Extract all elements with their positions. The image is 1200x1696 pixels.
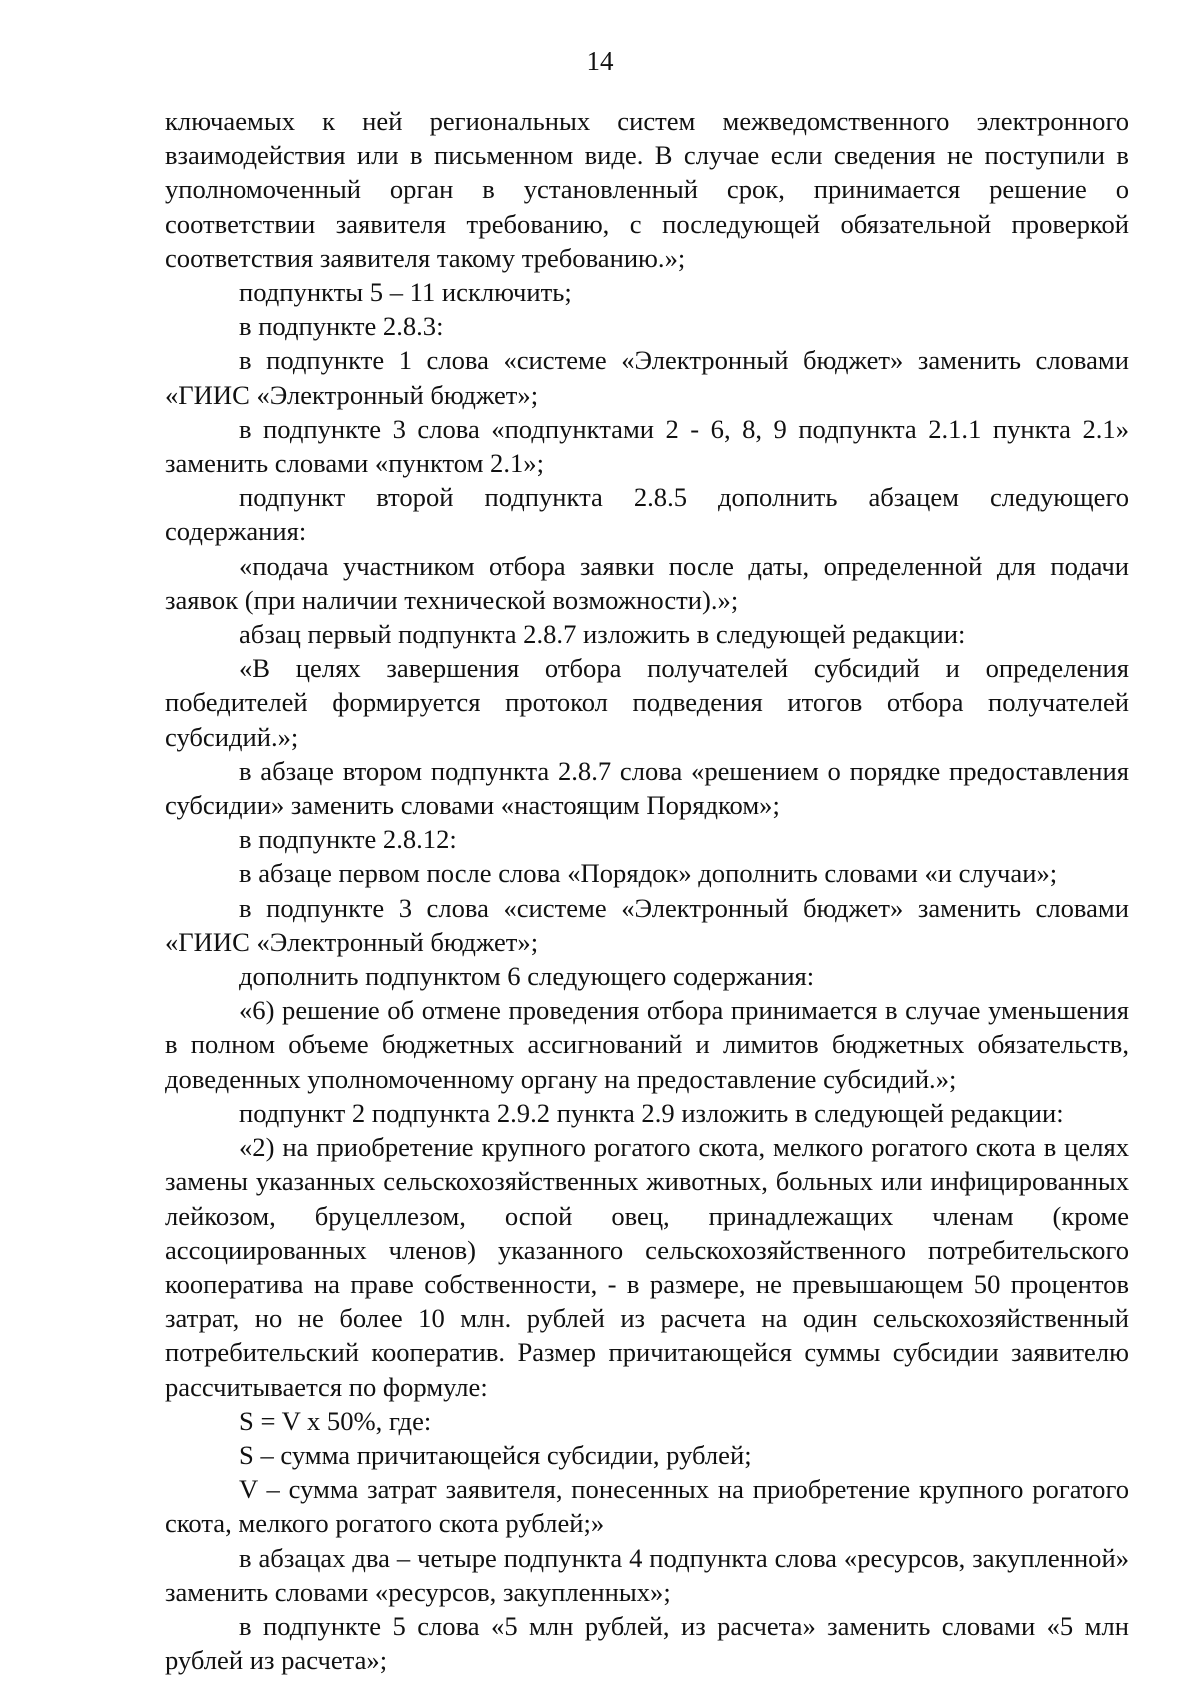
paragraph: подпункт второй подпункта 2.8.5 дополнить абзацем следующего содержания: <box>165 482 1129 547</box>
paragraph: ключаемых к ней региональных систем межведомственного электронного взаимодействия или в письменном виде. В случае если сведения не поступили в уполномоченный орган в установленный срок, принимается решение о соответствии заявителя требованию, с последующей обязательной проверкой соответствия заявителя такому требованию.»; <box>165 106 1129 273</box>
paragraph: «подача участником отбора заявки после даты, определенной для подачи заявок (при наличии технической возможности).»; <box>165 550 1129 615</box>
paragraph: в подпункте 3 слова «подпунктами 2 - 6, 8, 9 подпункта 2.1.1 пункта 2.1» заменить словами «пунктом 2.1»; <box>165 413 1129 479</box>
paragraph: в абзаце втором подпункта 2.8.7 слова «решением о порядке предоставления субсидии» заменить словами «настоящим Порядком»; <box>165 755 1129 821</box>
paragraph: подпункты 5 – 11 исключить; <box>239 277 572 308</box>
paragraph: S = V x 50%, где: <box>239 1405 432 1436</box>
paragraph: в подпункте 2.8.12: <box>239 824 457 855</box>
paragraph: в подпункте 2.8.3: <box>239 311 444 342</box>
paragraph: подпункт 2 подпункта 2.9.2 пункта 2.9 изложить в следующей редакции: <box>239 1097 1064 1128</box>
paragraph: «6) решение об отмене проведения отбора принимается в случае уменьшения в полном объеме бюджетных ассигнований и лимитов бюджетных обязательств, доведенных уполномоченному органу на предоставление субсидий.»; <box>165 995 1129 1094</box>
paragraph: «2) на приобретение крупного рогатого скота, мелкого рогатого скота в целях замены указанных сельскохозяйственных животных, больных или инфицированных лейкозом, бруцеллезом, оспой овец, принадлежащих членам (кроме ассоциированных членов) указанного сельскохозяйственного потребительского кооператива на праве собственности, - в размере, не превышающем 50 процентов затрат, но не более 10 млн. рублей из расчета на один сельскохозяйственный потребительский кооператив. Размер причитающейся суммы субсидии заявителю рассчитывается по формуле: <box>165 1132 1129 1402</box>
page-number: 14 <box>586 46 614 76</box>
paragraph: в подпункте 3 слова «системе «Электронный бюджет» заменить словами «ГИИС «Электронный бюджет»; <box>165 892 1129 957</box>
paragraph: V – сумма затрат заявителя, понесенных на приобретение крупного рогатого скота, мелкого рогатого скота рублей;» <box>165 1474 1129 1539</box>
paragraph: в подпункте 5 слова «5 млн рублей, из расчета» заменить словами «5 млн рублей из расчета»; <box>165 1610 1129 1676</box>
paragraph: дополнить подпунктом 6 следующего содержания: <box>239 961 815 992</box>
document-body <box>165 104 1129 1677</box>
paragraph: абзац первый подпункта 2.8.7 изложить в следующей редакции: <box>239 619 966 650</box>
paragraph: «В целях завершения отбора получателей субсидий и определения победителей формируется протокол подведения итогов отбора получателей субсидий.»; <box>165 653 1129 752</box>
paragraph: в абзаце первом после слова «Порядок» дополнить словами «и случаи»; <box>239 858 1058 889</box>
paragraph: S – сумма причитающейся субсидии, рублей; <box>239 1439 752 1470</box>
paragraph: в подпункте 1 слова «системе «Электронный бюджет» заменить словами «ГИИС «Электронный бюджет»; <box>165 345 1129 410</box>
paragraph: в абзацах два – четыре подпункта 4 подпункта слова «ресурсов, закупленной» заменить словами «ресурсов, закупленных»; <box>165 1542 1129 1607</box>
